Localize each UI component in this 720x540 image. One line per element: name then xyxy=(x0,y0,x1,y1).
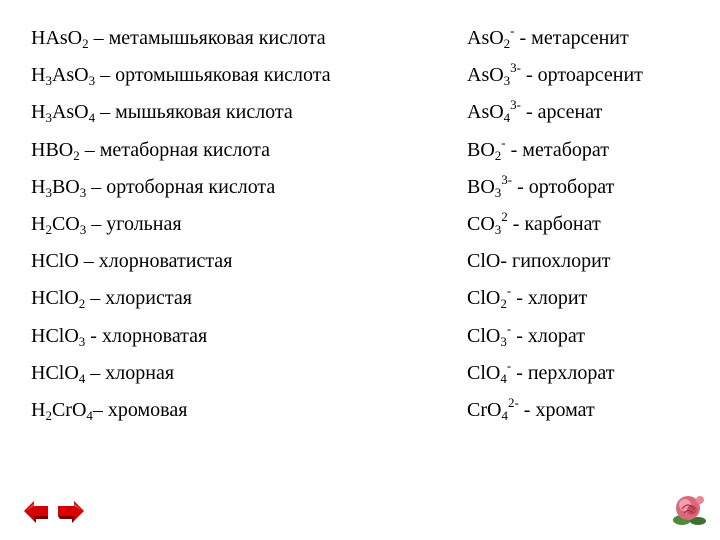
anion-name xyxy=(467,243,611,280)
anion-name xyxy=(467,280,587,317)
text-segment: HBO xyxy=(31,138,74,161)
subscript: 3 xyxy=(503,73,511,89)
text-segment: - метарсенит xyxy=(514,27,629,49)
text-segment: ClO- гипохлорит xyxy=(467,250,611,273)
superscript: 3- xyxy=(510,60,522,76)
subscript: 2 xyxy=(73,147,80,163)
text-segment: BO xyxy=(51,175,80,198)
text-segment: – мышьяковая кислота xyxy=(95,101,293,124)
text-segment: - ортоарсенит xyxy=(521,64,643,87)
superscript: - xyxy=(510,23,515,38)
anion-name xyxy=(467,355,615,392)
text-segment: HAs xyxy=(31,27,68,49)
formula-list xyxy=(0,20,720,429)
subscript: 3 xyxy=(45,110,52,126)
subscript: 2 xyxy=(503,36,511,51)
subscript: 2 xyxy=(82,36,89,51)
arrow-left-icon xyxy=(24,501,48,523)
text-segment: H xyxy=(31,212,46,235)
text-segment: CrO xyxy=(51,398,87,421)
text-segment: BO xyxy=(467,175,495,198)
anion-name xyxy=(467,132,609,169)
subscript: 3 xyxy=(88,73,96,89)
superscript: 2 xyxy=(501,208,508,224)
arrow-right-icon xyxy=(58,501,84,523)
acid-name xyxy=(31,355,174,392)
text-segment: - хлорит xyxy=(511,287,588,310)
superscript: - xyxy=(506,283,512,299)
formula-row xyxy=(0,206,720,243)
anion-name xyxy=(467,94,602,131)
subscript: 4 xyxy=(88,110,96,126)
subscript: 3 xyxy=(45,73,52,89)
acid-name xyxy=(31,94,293,131)
text-segment: - перхлорат xyxy=(511,361,615,384)
text-segment: – хлористая xyxy=(85,287,192,310)
text-segment: AsO xyxy=(51,64,89,87)
formula-row xyxy=(0,280,720,317)
acid-name xyxy=(31,57,331,94)
subscript: 2 xyxy=(494,147,502,163)
text-segment: AsO xyxy=(467,64,504,87)
superscript: 3- xyxy=(510,97,522,113)
text-segment: H xyxy=(31,64,46,87)
subscript: 4 xyxy=(501,407,508,423)
text-segment: CrO xyxy=(467,398,502,421)
text-segment: HClO xyxy=(31,324,79,347)
text-segment: – хлорная xyxy=(85,361,175,384)
text-segment: - хлорат xyxy=(511,324,585,347)
subscript: 4 xyxy=(78,370,86,386)
text-segment: - арсенат xyxy=(521,101,603,124)
subscript: 2 xyxy=(500,296,507,312)
formula-row xyxy=(0,243,720,280)
text-segment: – угольная xyxy=(86,212,182,235)
text-segment: – хромовая xyxy=(92,398,188,421)
text-segment: H xyxy=(31,101,46,124)
formula-row xyxy=(0,57,720,94)
superscript: 2- xyxy=(507,394,519,410)
subscript: 4 xyxy=(503,110,511,126)
text-segment: – метаборная кислота xyxy=(79,138,270,161)
formula-row xyxy=(0,132,720,169)
formula-row xyxy=(0,392,720,429)
text-segment: - ортоборат xyxy=(512,175,615,198)
formula-row xyxy=(0,20,720,57)
subscript: 3 xyxy=(500,333,507,349)
text-segment: AsO xyxy=(467,101,504,124)
acid-name xyxy=(31,132,270,169)
superscript: - xyxy=(506,320,512,336)
anion-name xyxy=(467,57,643,94)
formula-row xyxy=(0,169,720,206)
subscript: 4 xyxy=(500,370,507,386)
anion-name xyxy=(467,206,601,243)
anion-name xyxy=(467,318,585,355)
text-segment: ClO xyxy=(467,324,501,347)
text-segment: AsO xyxy=(467,27,504,49)
anion-name xyxy=(467,169,614,206)
formula-row xyxy=(0,318,720,355)
text-segment: HClO – хлорноватистая xyxy=(31,250,233,273)
subscript: 4 xyxy=(86,407,93,423)
acid-name xyxy=(31,280,192,317)
formula-row xyxy=(0,355,720,392)
home-button[interactable] xyxy=(668,490,708,528)
text-segment: H xyxy=(31,398,46,421)
subscript: 3 xyxy=(79,221,87,237)
text-segment: HClO xyxy=(31,287,79,310)
text-segment: - метаборат xyxy=(505,138,609,161)
text-segment: ClO xyxy=(467,361,501,384)
superscript: - xyxy=(506,357,512,373)
rose-home-icon xyxy=(673,496,706,525)
next-slide-button[interactable] xyxy=(56,498,84,524)
text-segment: - хлорноватая xyxy=(85,324,208,347)
subscript: 2 xyxy=(45,221,52,237)
superscript: - xyxy=(501,134,506,150)
text-segment: AsO xyxy=(51,101,89,124)
text-segment: - хромат xyxy=(518,398,595,421)
text-segment: – ортомышьяковая кислота xyxy=(95,64,331,87)
text-segment: – ортоборная кислота xyxy=(86,175,276,198)
acid-name xyxy=(31,392,187,429)
prev-slide-button[interactable] xyxy=(24,498,50,524)
text-segment: O xyxy=(67,27,83,49)
subscript: 3 xyxy=(78,333,86,349)
text-segment: HClO xyxy=(31,361,79,384)
text-segment: H xyxy=(31,175,46,198)
subscript: 3 xyxy=(494,184,502,200)
formula-row xyxy=(0,94,720,131)
subscript: 3 xyxy=(79,184,87,200)
subscript: 2 xyxy=(78,296,86,312)
text-segment: CO xyxy=(467,212,495,235)
acid-name xyxy=(31,20,326,57)
anion-name xyxy=(467,20,629,57)
anion-name xyxy=(467,392,595,429)
text-segment: CO xyxy=(51,212,80,235)
acid-name xyxy=(31,243,232,280)
text-segment: ClO xyxy=(467,287,501,310)
subscript: 3 xyxy=(45,184,52,200)
text-segment: – метамышьяковая кислота xyxy=(88,27,326,49)
superscript: 3- xyxy=(501,171,513,187)
text-segment: BO xyxy=(467,138,495,161)
subscript: 2 xyxy=(45,407,52,423)
text-segment: - карбонат xyxy=(507,212,601,235)
acid-name xyxy=(31,169,275,206)
acid-name xyxy=(31,206,182,243)
acid-name xyxy=(31,318,207,355)
subscript: 3 xyxy=(494,221,502,237)
